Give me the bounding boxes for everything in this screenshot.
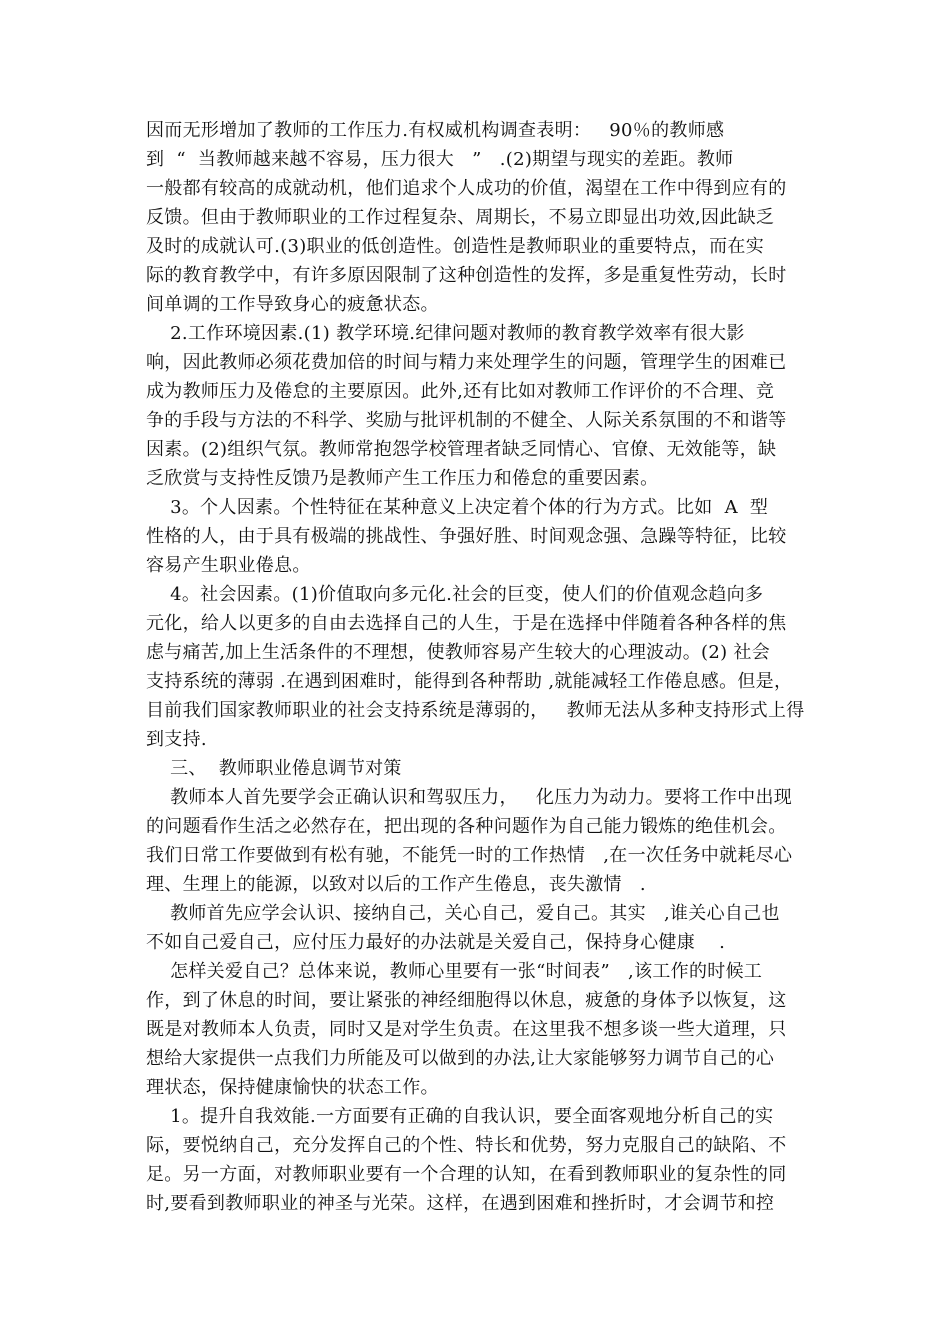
text-line: 因素。(2)组织气氛。教师常抱怨学校管理者缺乏同情心、官僚、无效能等，缺	[146, 439, 777, 460]
text-line: 性格的人，由于具有极端的挑战性、争强好胜、时间观念强、急躁等特征，比较	[146, 526, 787, 547]
text-line: 及时的成就认可.(3)职业的低创造性。创造性是教师职业的重要特点，而在实	[146, 236, 765, 257]
text-line: 怎样关爱自己？总体来说，教师心里要有一张“时间表” ,该工作的时候工	[146, 961, 763, 982]
text-line: 虑与痛苦,加上生活条件的不理想，使教师容易产生较大的心理波动。(2) 社会	[146, 642, 771, 663]
text-line: 既是对教师本人负责，同时又是对学生负责。在这里我不想多谈一些大道理，只	[146, 1019, 787, 1040]
text-line: 想给大家提供一点我们力所能及可以做到的办法,让大家能够努力调节自己的心	[146, 1048, 775, 1069]
section-heading: 三、 教师职业倦息调节对策	[146, 758, 402, 779]
text-line: 响，因此教师必须花费加倍的时间与精力来处理学生的问题，管理学生的困难已	[146, 352, 787, 373]
text-line: 教师首先应学会认识、接纳自己，关心自己，爱自己。其实 ,谁关心自己也	[146, 903, 780, 924]
text-line: 不如自己爱自己，应付压力最好的办法就是关爱自己，保持身心健康 .	[146, 932, 726, 953]
text-line: 支持系统的薄弱 .在遇到困难时，能得到各种帮助 ,就能减轻工作倦息感。但是，	[146, 671, 793, 692]
text-line: 因而无形增加了教师的工作压力.有权威机构调查表明： 90％的教师感	[146, 120, 725, 141]
text-line: 教师本人首先要学会正确认识和驾驭压力， 化压力为动力。要将工作中出现	[146, 787, 793, 808]
text-line: 元化，给人以更多的自由去选择自己的人生，于是在选择中伴随着各种各样的焦	[146, 613, 787, 634]
text-line: 乏欣赏与支持性反馈乃是教师产生工作压力和倦怠的重要因素。	[146, 468, 659, 489]
text-line: 4。社会因素。(1)价值取向多元化.社会的巨变，使人们的价值观念趋向多	[146, 584, 764, 605]
text-line: 的问题看作生活之必然存在，把出现的各种问题作为自己能力锻炼的绝佳机会。	[146, 816, 787, 837]
text-line: 目前我们国家教师职业的社会支持系统是薄弱的， 教师无法从多种支持形式上得	[146, 700, 805, 721]
text-line: 3。个人因素。个性特征在某种意义上决定着个体的行为方式。比如 A 型	[146, 497, 769, 518]
text-line: 到 “ 当教师越来越不容易，压力很大 ” .(2)期望与现实的差距。教师	[146, 149, 734, 170]
text-line: 际，要悦纳自己，充分发挥自己的个性、特长和优势，努力克服自己的缺陷、不	[146, 1135, 787, 1156]
text-line: 反馈。但由于教师职业的工作过程复杂、周期长，不易立即显出功效,因此缺乏	[146, 207, 775, 228]
text-line: 2.工作环境因素.(1) 教学环境.纪律问题对教师的教育教学效率有很大影	[146, 323, 745, 344]
text-line: 理、生理上的能源，以致对以后的工作产生倦息，丧失激情 .	[146, 874, 646, 895]
text-line: 理状态，保持健康愉快的状态工作。	[146, 1077, 439, 1098]
text-line: 足。另一方面，对教师职业要有一个合理的认知，在看到教师职业的复杂性的同	[146, 1164, 787, 1185]
text-line: 时,要看到教师职业的神圣与光荣。这样，在遇到困难和挫折时，才会调节和控	[146, 1193, 775, 1214]
text-line: 际的教育教学中，有许多原因限制了这种创造性的发挥，多是重复性劳动，长时	[146, 265, 787, 286]
text-line: 一般都有较高的成就动机，他们追求个人成功的价值，渴望在工作中得到应有的	[146, 178, 787, 199]
text-line: 我们日常工作要做到有松有驰，不能凭一时的工作热情 ,在一次任务中就耗尽心	[146, 845, 793, 866]
text-line: 容易产生职业倦息。	[146, 555, 311, 576]
text-line: 到支持.	[146, 729, 207, 750]
body-text	[146, 116, 810, 1218]
text-line: 成为教师压力及倦怠的主要原因。此外,还有比如对教师工作评价的不合理、竞	[146, 381, 775, 402]
text-line: 争的手段与方法的不科学、奖励与批评机制的不健全、人际关系氛围的不和谐等	[146, 410, 787, 431]
text-line: 作，到了休息的时间，要让紧张的神经细胞得以休息，疲惫的身体予以恢复，这	[146, 990, 787, 1011]
text-line: 间单调的工作导致身心的疲惫状态。	[146, 294, 439, 315]
text-line: 1。提升自我效能.一方面要有正确的自我认识，要全面客观地分析自己的实	[146, 1106, 774, 1127]
